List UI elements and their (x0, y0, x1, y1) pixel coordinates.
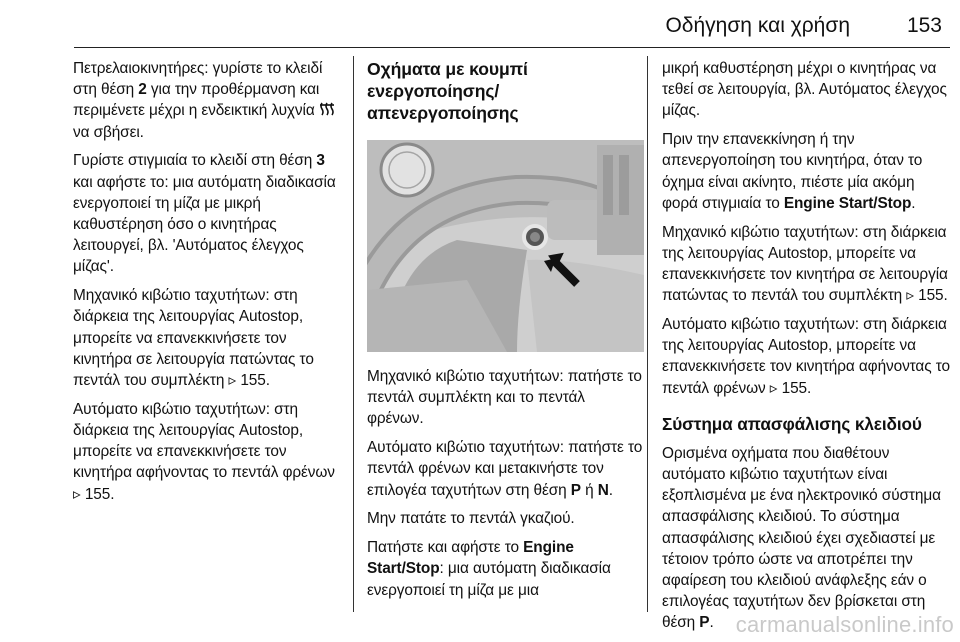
paragraph: μικρή καθυστέρηση μέχρι ο κινητήρας να τεθεί σε λειτουργία, βλ. Αυτόματος έλεγχος μίζας. (662, 60, 947, 120)
section-heading: Οχήματα με κουμπί ενεργοποίησης/ απενεργοποίησης (367, 59, 528, 123)
paragraph: Μηχανικό κιβώτιο ταχυτήτων: στη διάρκεια της λειτουργίας Autostop, μπορείτε να επανεκκινήσετε τον κινητήρα σε λειτουργία πατώντας το πεντάλ του συμπλέκτη ▹ 155. (73, 287, 314, 390)
paragraph: Ορισμένα οχήματα που διαθέτουν αυτόματο κιβώτιο ταχυτήτων είναι εξοπλισμένα με ένα ηλεκτρονικό σύστημα απασφάλισης κλειδιού. Το σύστημα απασφάλισης κλειδιού έχει σχεδιαστεί με τέτοιον τρόπο ώστε να αποτρέπει την αφαίρεση του κλειδιού ανάφλεξης εάν ο επιλογέας ταχυτήτων δεν βρίσκεται στη θέση P. (662, 444, 941, 632)
paragraph: Αυτόματο κιβώτιο ταχυτήτων: στη διάρκεια της λειτουργίας Autostop, μπορείτε να επανεκκινήσετε τον κινητήρα αφήνοντας το πεντάλ φρένων ▹ 155. (662, 316, 950, 397)
paragraph: Γυρίστε στιγμιαία το κλειδί στη θέση 3 και αφήστε το: μια αυτόματη διαδικασία ενεργοποιεί τη μίζα με μικρή καθυστέρηση όσο ο κινητήρας λειτουργεί, βλ. 'Αυτόματος έλεγχος μίζας'. (73, 152, 336, 276)
paragraph: Μηχανικό κιβώτιο ταχυτήτων: πατήστε το πεντάλ συμπλέκτη και το πεντάλ φρένων. (367, 368, 642, 428)
paragraph: Αυτόματο κιβώτιο ταχυτήτων: στη διάρκεια της λειτουργίας Autostop, μπορείτε να επανεκκινήσετε τον κινητήρα αφήνοντας το πεντάλ φρένων ▹ 155. (73, 400, 335, 503)
steering-wheel-illustration (367, 140, 644, 352)
page-reference-icon: ▹ (769, 379, 778, 397)
paragraph: Πριν την επανεκκίνηση ή την απενεργοποίηση του κινητήρα, όταν το όχημα είναι ακίνητο, πιέστε μία ακόμη φορά στιγμιαία το Engine Start/Stop. (662, 131, 923, 212)
section-heading: Σύστημα απασφάλισης κλειδιού (662, 413, 922, 434)
watermark: carmanualsonline.info (735, 612, 954, 637)
glow-plug-icon (319, 102, 339, 119)
column-2 (367, 58, 643, 608)
paragraph: Μηχανικό κιβώτιο ταχυτήτων: στη διάρκεια της λειτουργίας Autostop, μπορείτε να επανεκκινήσετε τον κινητήρα σε λειτουργία πατώντας το πεντάλ του συμπλέκτη ▹ 155. (662, 223, 948, 305)
header-title: Οδήγηση και χρήση (665, 14, 850, 37)
page-reference-icon: ▹ (906, 287, 914, 305)
column-divider (647, 56, 648, 612)
paragraph: Μην πατάτε το πεντάλ γκαζιού. (367, 510, 575, 528)
paragraph: Αυτόματο κιβώτιο ταχυτήτων: πατήστε το πεντάλ φρένων και μετακινήστε τον επιλογέα ταχυτήτων στη θέση P ή N. (367, 439, 643, 499)
page-number: 153 (906, 14, 942, 37)
column-1 (73, 58, 345, 512)
page-reference-icon: ▹ (228, 372, 237, 390)
page-reference-icon: ▹ (73, 485, 81, 503)
column-3 (662, 58, 954, 641)
column-divider (353, 56, 354, 612)
paragraph: Πατήστε και αφήστε το Engine Start/Stop: μια αυτόματη διαδικασία ενεργοποιεί τη μίζα με μια (367, 539, 611, 599)
paragraph: Πετρελαιοκινητήρες: γυρίστε το κλειδί στη θέση 2 για την προθέρμανση και περιμένετε μέχρι η ενδεικτική λυχνία να σβήσει. (73, 58, 345, 143)
header-rule (74, 47, 950, 48)
